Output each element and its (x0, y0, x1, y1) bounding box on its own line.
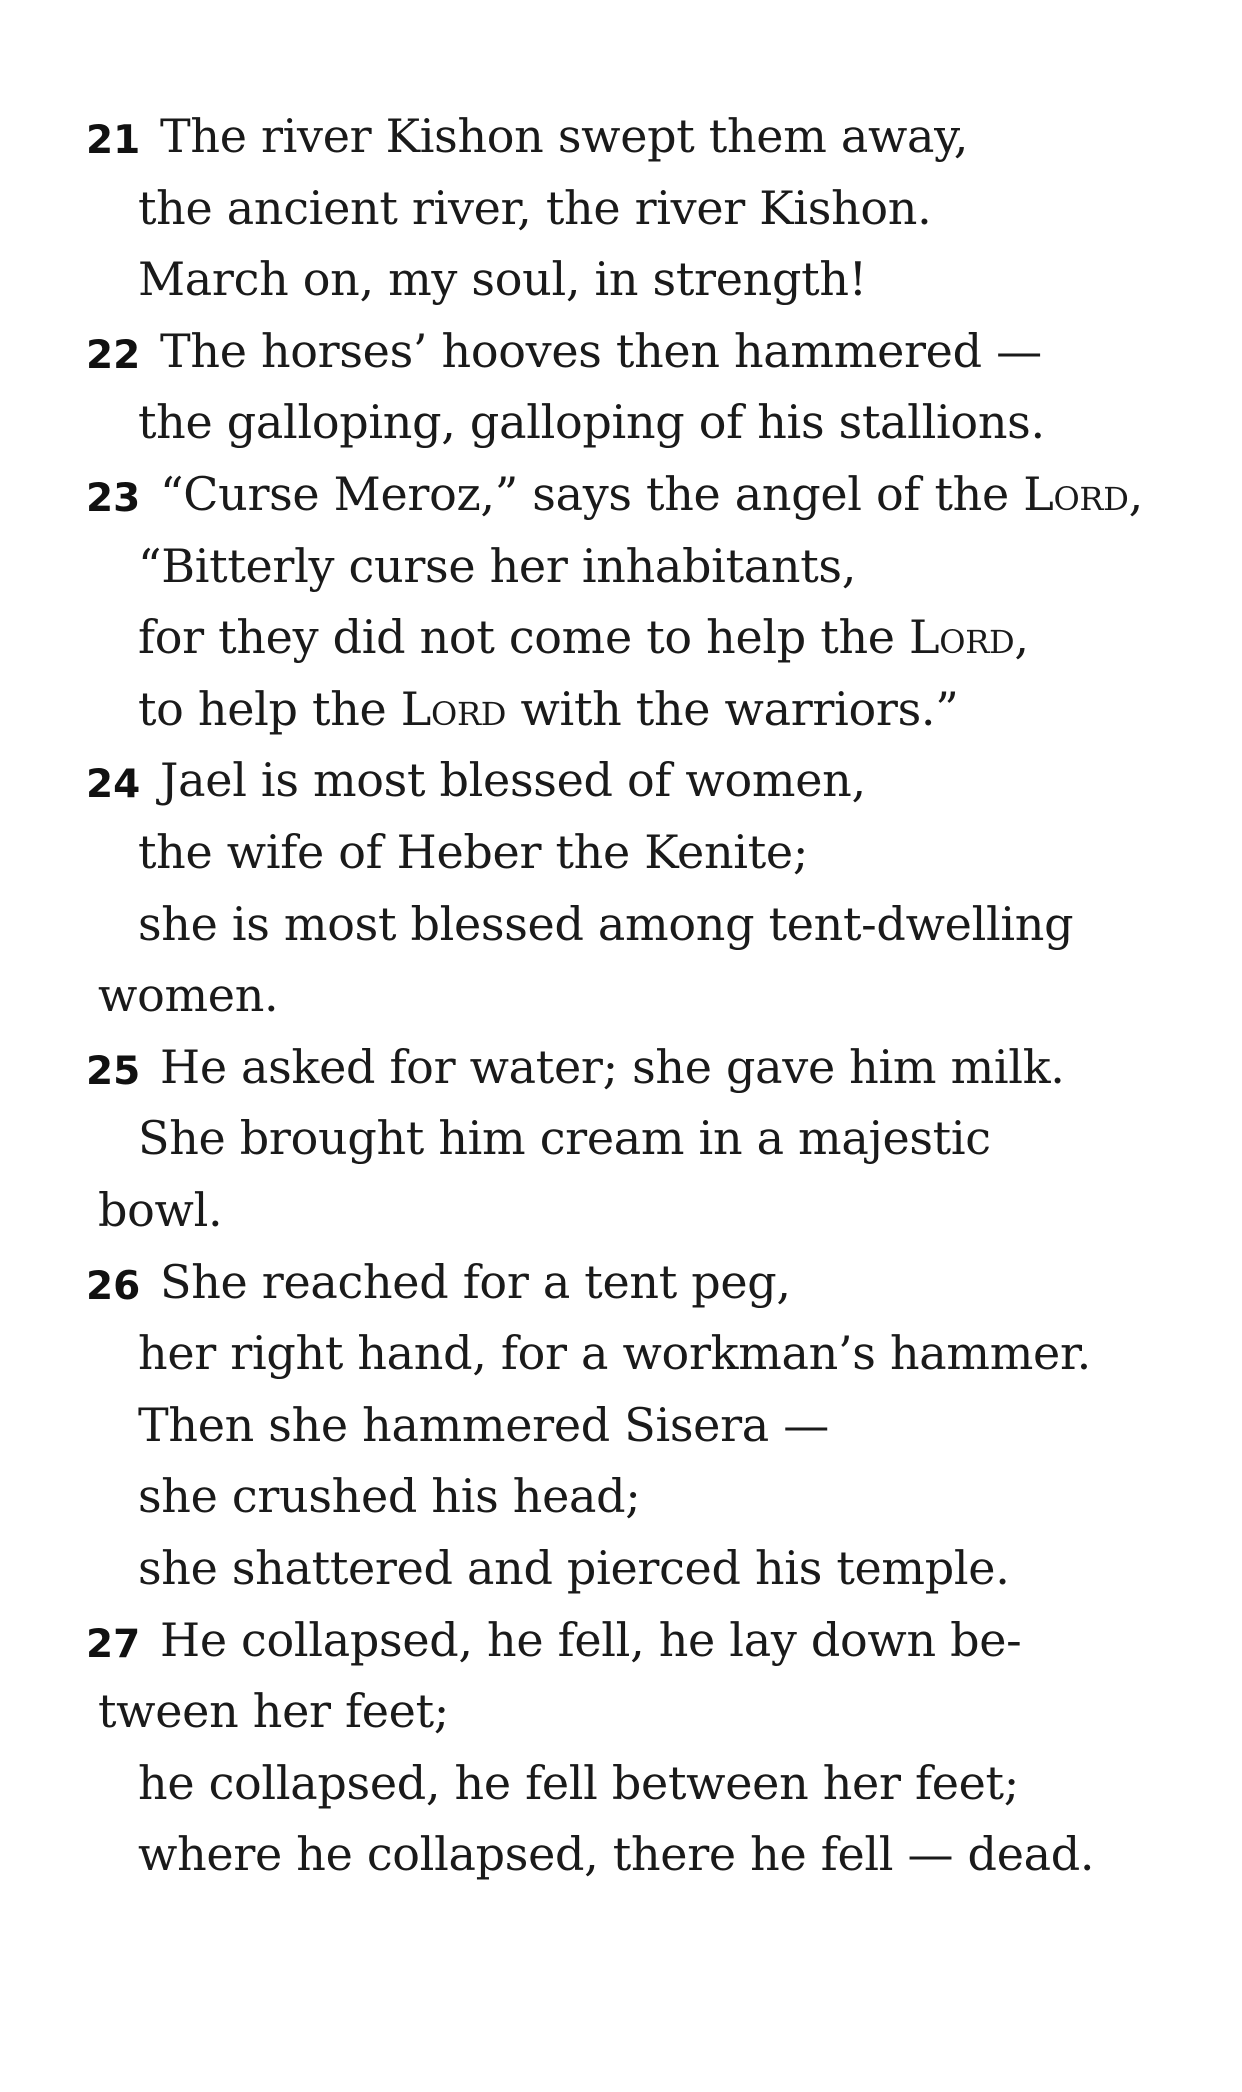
verse-number: 25 (86, 1048, 141, 1094)
verse-number: 21 (86, 118, 141, 163)
verse-line (160, 1246, 791, 1318)
verse-line (138, 386, 1045, 458)
verse-text: tween her feet; (98, 1684, 449, 1739)
verse-line (98, 1174, 222, 1246)
verse-text: he collapsed, he fell between her feet; (138, 1755, 1019, 1810)
verse-text: He collapsed, he fell, he lay down be- (160, 1612, 1022, 1667)
verse-text: with the warriors.” (506, 681, 959, 736)
verse-text: the galloping, galloping of his stallions. (138, 395, 1045, 450)
verse-line (160, 315, 1042, 387)
verse-text: her right hand, for a workman’s hammer. (138, 1326, 1091, 1381)
verse-line (138, 243, 867, 315)
verse-line (138, 1747, 1019, 1819)
verse-text: She reached for a tent peg, (160, 1254, 791, 1309)
verse-text: the ancient river, the river Kishon. (138, 180, 932, 235)
verse-line (138, 816, 808, 888)
verse-text: He asked for water; she gave him milk. (160, 1039, 1065, 1094)
verse-line (160, 1604, 1021, 1676)
verse-line (138, 1102, 991, 1174)
verse-text: where he collapsed, there he fell — dead. (138, 1827, 1095, 1882)
divine-name-smallcaps: Lord (400, 681, 507, 736)
verse-line (138, 1389, 829, 1461)
verse-line (98, 1675, 449, 1747)
verse-line (160, 1031, 1065, 1103)
verse-text: Jael is most blessed of women, (160, 753, 866, 808)
verse-text: March on, my soul, in strength! (138, 252, 867, 307)
verse-line (138, 530, 856, 602)
verse-line (138, 1317, 1091, 1389)
verse-number: 27 (86, 1621, 141, 1667)
verse-line (138, 601, 1029, 673)
verse-line (138, 888, 1073, 960)
verse-text: She brought him cream in a majestic (138, 1111, 991, 1166)
verse-line (160, 100, 968, 172)
verse-line (138, 172, 931, 244)
verse-text: Then she hammered Sisera — (138, 1397, 829, 1452)
divine-name-smallcaps: Lord (909, 610, 1015, 665)
verse-text: she is most blessed among tent-dwelling (138, 896, 1074, 951)
verse-number: 24 (86, 762, 141, 808)
divine-name-smallcaps: Lord (1023, 467, 1129, 521)
verse-text: The horses’ hooves then hammered — (160, 323, 1042, 378)
verse-line (138, 673, 958, 745)
verse-line (138, 1532, 1010, 1604)
verse-number: 26 (86, 1263, 141, 1309)
verse-text: bowl. (98, 1183, 223, 1237)
verse-text: she shattered and pierced his temple. (138, 1541, 1010, 1595)
verse-text: for they did not come to help the (138, 610, 910, 665)
verse-line (160, 744, 866, 816)
verse-text: “Bitterly curse her inhabitants, (138, 538, 857, 593)
verse-text: to help the (138, 681, 401, 736)
verse-line (138, 1460, 640, 1532)
verse-number: 23 (86, 476, 141, 521)
verse-text: she crushed his head; (138, 1469, 641, 1524)
verse-line (98, 959, 278, 1031)
verse-text: “Curse Meroz,” says the angel of the (160, 467, 1024, 521)
verse-text: , (1014, 610, 1029, 665)
verse-text: the wife of Heber the Kenite; (138, 825, 809, 879)
verse-text: The river Kishon swept them away, (160, 109, 969, 163)
verse-text: , (1128, 467, 1143, 521)
verse-line (138, 1818, 1094, 1890)
verse-line (160, 458, 1143, 530)
verse-text: women. (98, 968, 279, 1023)
verse-number: 22 (86, 332, 141, 378)
